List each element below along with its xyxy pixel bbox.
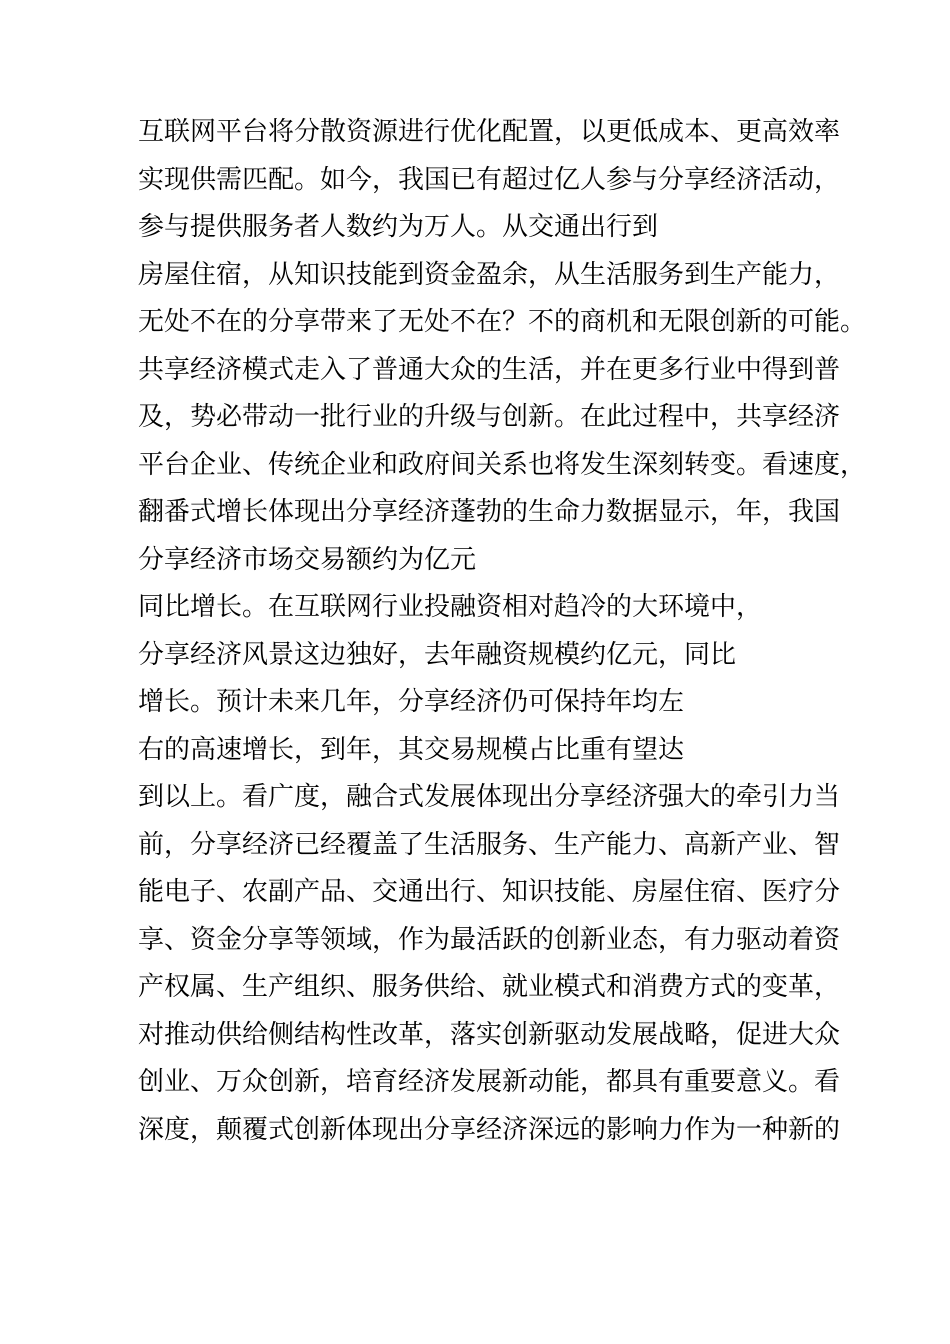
text-line-1: 互联网平台将分散资源进行优化配置，以更低成本、更高效率 [138, 117, 841, 147]
text-line-11: 同比增长。在互联网行业投融资相对趋冷的大环境中， [138, 592, 763, 622]
text-line-20: 对推动供给侧结构性改革，落实创新驱动发展战略，促进大众 [138, 1019, 841, 1050]
text-line-7: 及，势必带动一批行业的升级与创新。在此过程中，共享经济 [138, 402, 841, 432]
text-line-12: 分享经济风景这边独好，去年融资规模约亿元，同比 [138, 639, 737, 670]
text-line-2: 实现供需匹配。如今，我国已有超过亿人参与分享经济活动， [138, 164, 841, 195]
text-line-21: 创业、万众创新，培育经济发展新动能，都具有重要意义。看 [138, 1067, 841, 1097]
text-line-17: 能电子、农副产品、交通出行、知识技能、房屋住宿、医疗分 [138, 877, 841, 907]
text-line-22: 深度，颠覆式创新体现出分享经济深远的影响力作为一种新的 [138, 1114, 841, 1145]
text-line-3: 参与提供服务者人数约为万人。从交通出行到 [138, 212, 659, 242]
text-line-18: 享、资金分享等领域，作为最活跃的创新业态，有力驱动着资 [138, 924, 841, 955]
text-line-10: 分享经济市场交易额约为亿元 [138, 544, 477, 575]
text-line-4: 房屋住宿，从知识技能到资金盈余，从生活服务到生产能力， [138, 259, 841, 290]
text-line-9: 翻番式增长体现出分享经济蓬勃的生命力数据显示，年，我国 [138, 497, 841, 527]
body-text [138, 109, 918, 1154]
text-line-15: 到以上。看广度，融合式发展体现出分享经济强大的牵引力当 [138, 782, 841, 812]
text-line-19: 产权属、生产组织、服务供给、就业模式和消费方式的变革， [138, 972, 841, 1002]
text-line-8: 平台企业、传统企业和政府间关系也将发生深刻转变。看速度， [138, 449, 867, 480]
text-line-13: 增长。预计未来几年，分享经济仍可保持年均左 [138, 687, 685, 717]
text-line-6: 共享经济模式走入了普通大众的生活，并在更多行业中得到普 [138, 354, 841, 385]
text-line-14: 右的高速增长，到年，其交易规模占比重有望达 [138, 734, 685, 765]
text-line-16: 前，分享经济已经覆盖了生活服务、生产能力、高新产业、智 [138, 829, 841, 860]
text-line-5: 无处不在的分享带来了无处不在？不的商机和无限创新的可能。 [138, 307, 867, 337]
